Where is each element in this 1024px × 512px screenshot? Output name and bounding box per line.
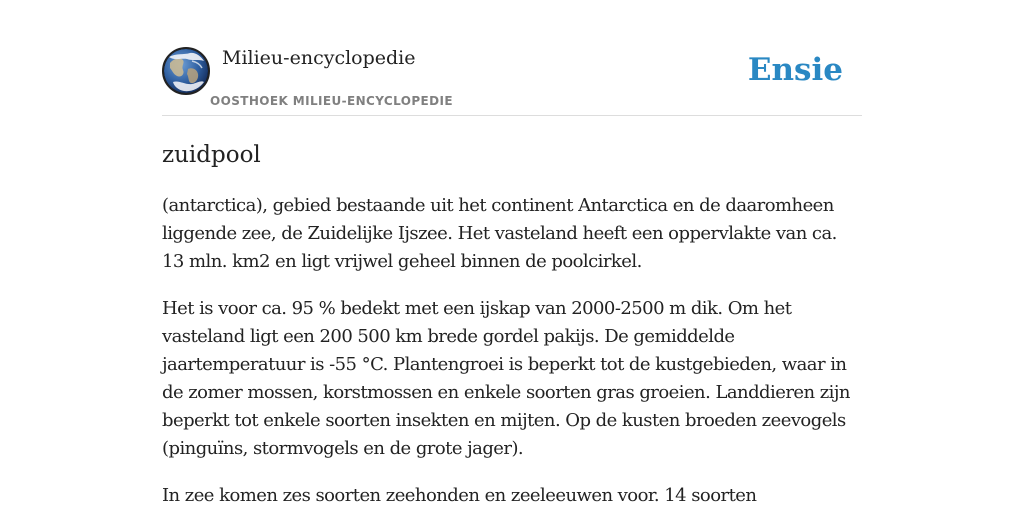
page	[162, 0, 862, 512]
entry-paragraph: Het is voor ca. 95 % bedekt met een ijskap van 2000-2500 m dik. Om het vasteland ligt een 200 500 km brede gordel pakijs. De gemiddelde jaartemperatuur is -55 °C. Plantengroei is beperkt tot de kustgebieden, waar in de zomer mossen, korstmossen en enkele soorten gras groeien. Landdieren zijn beperkt tot enkele soorten insekten en mijten. Op de kusten broeden zeevogels (pinguïns, stormvogels en de grote jager).	[162, 298, 850, 459]
earth-globe-icon[interactable]	[162, 47, 210, 95]
entry-title: zuidpool	[162, 142, 261, 168]
ensie-brand-logo[interactable]: Ensie	[747, 52, 843, 88]
entry-body	[162, 192, 862, 512]
site-title-link[interactable]: Milieu-encyclopedie	[222, 47, 416, 69]
entry-paragraph: (antarctica), gebied bestaande uit het continent Antarctica en de daaromheen liggende zee, de Zuidelijke Ijszee. Het vasteland heeft een oppervlakte van ca. 13 mln. km2 en ligt vrijwel geheel binnen de poolcirkel.	[162, 195, 837, 272]
header-divider	[162, 115, 862, 116]
site-subtitle: OOSTHOEK MILIEU-ENCYCLOPEDIE	[210, 94, 453, 108]
entry-paragraph: In zee komen zes soorten zeehonden en zeeleeuwen voor. 14 soorten	[162, 485, 757, 506]
